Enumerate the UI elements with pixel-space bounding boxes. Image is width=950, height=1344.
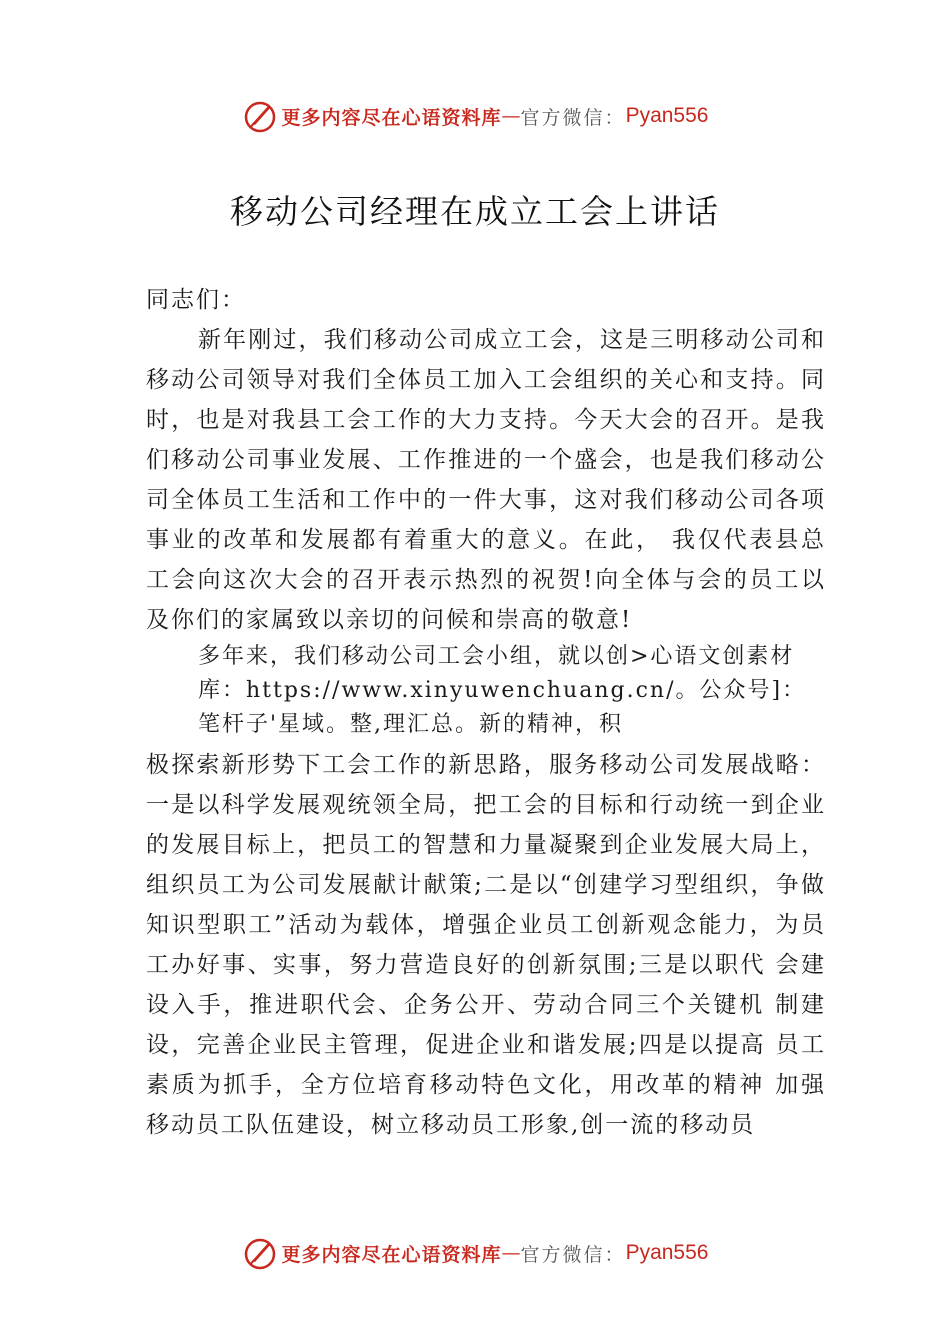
banner-dash: — bbox=[501, 105, 521, 127]
banner-wechat-id: Pyan556 bbox=[625, 104, 709, 127]
banner-label: 官方微信： bbox=[520, 1243, 626, 1266]
header-banner bbox=[0, 96, 950, 136]
banner-label: 官方微信： bbox=[520, 106, 626, 129]
banner-dash: — bbox=[501, 1242, 521, 1264]
paragraph-3: 极探索新形势下工会工作的新思路，服务移动公司发展战略：一是以科学发展观统领全局，把工会的目标和行动统一到企业的发展目标上，把员工的智慧和力量凝聚到企业发展大局上，组织员工为公司发展献计献策;二是以“创建学习型组织，争做知识型职工”活动为载体，增强企业员工创新观念能力，为员工办好事、实事，努力营造良好的创新氛围;三是以职代 会建设入手，推进职代会、企务公开、劳动合同三个关键机 制建设，完善企业民主管理，促进企业和谐发展;四是以提高 员工素质为抓手，全方位培育移动特色文化，用改革的精神 加强移动员工队伍建设，树立移动员工形象,创一流的移动员 bbox=[146, 752, 826, 1138]
greeting: 同志们： bbox=[146, 287, 246, 313]
quill-logo-icon bbox=[242, 1235, 278, 1271]
paragraph-1: 新年刚过，我们移动公司成立工会，这是三明移动公司和移动公司领导对我们全体员工加入工会组织的关心和支持。同时，也是对我县工会工作的大力支持。今天大会的召开。是我们移动公司事业发展、工作推进的一个盛会，也是我们移动公司全体员工生活和工作中的一件大事，这对我们移动公司各项事业的改革和发展都有着重大的意义。在此， 我仅代表县总工会向这次大会的召开表示热烈的祝贺!向全体与会的员工以及你们的家属致以亲切的问候和崇高的敬意! bbox=[146, 327, 826, 633]
footer-banner bbox=[0, 1233, 950, 1273]
banner-main-text: 更多内容尽在心语资料库 bbox=[281, 106, 502, 129]
banner-main-text: 更多内容尽在心语资料库 bbox=[281, 1243, 502, 1266]
banner-wechat-id: Pyan556 bbox=[625, 1241, 709, 1264]
paragraph-2: 多年来，我们移动公司工会小组，就以创>心语文创素材库：https://www.xinyuwenchuang.cn/。公众号]：笔杆子'星域。整,理汇总。新的精神，积 bbox=[198, 644, 807, 737]
quill-logo-icon bbox=[242, 98, 278, 134]
document-title: 移动公司经理在成立工会上讲话 bbox=[230, 192, 720, 231]
